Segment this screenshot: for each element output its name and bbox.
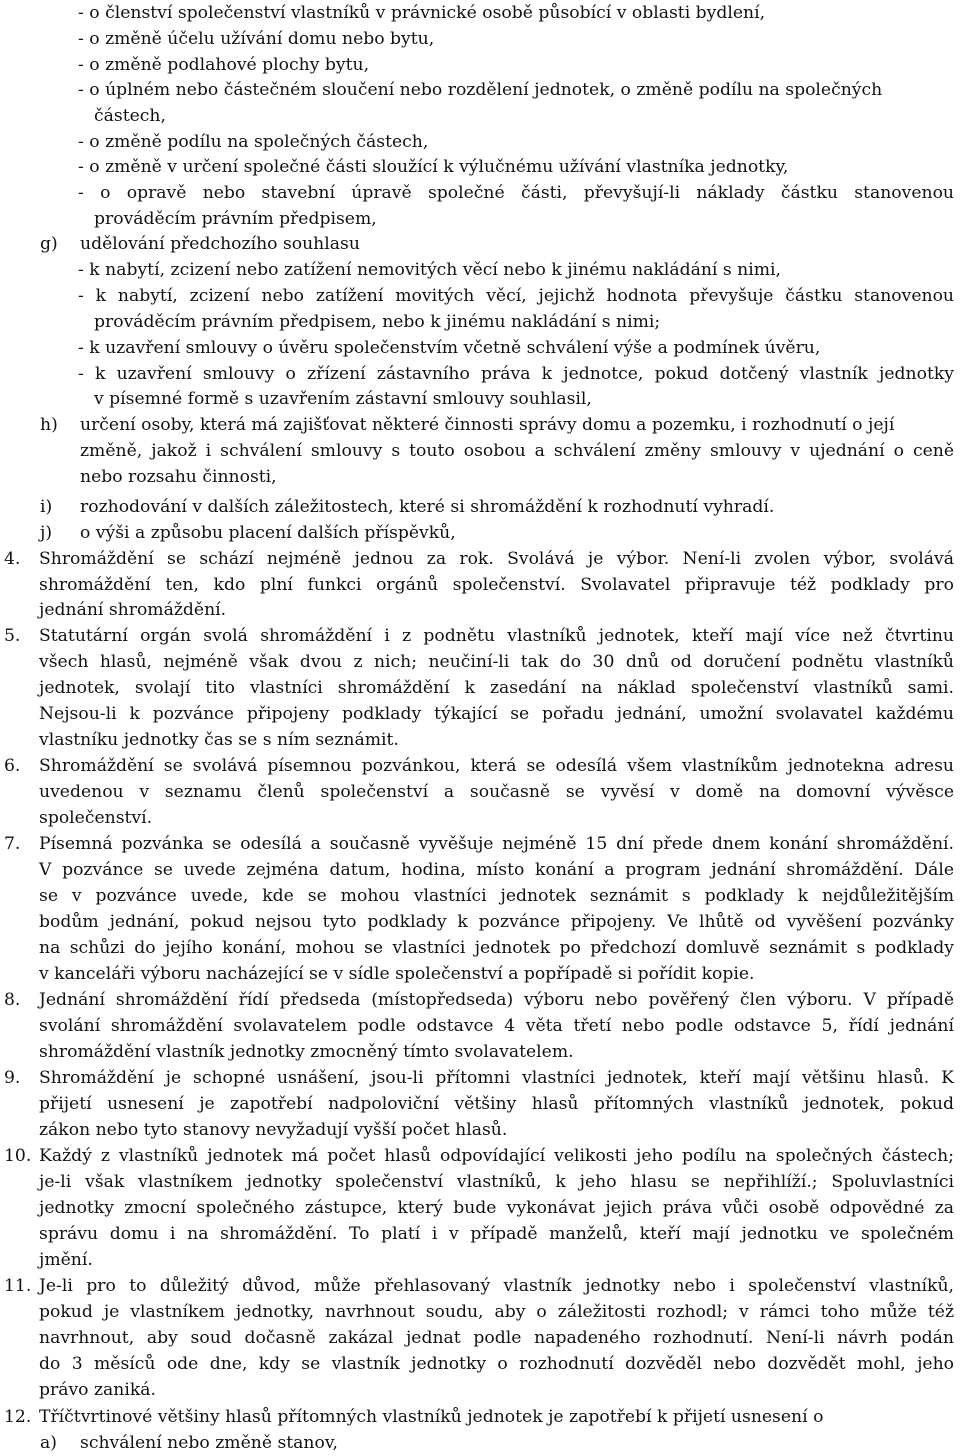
paragraph-line: správu domu i na shromáždění. To platí i v případě manželů, kteří mají jednotku ve společném bbox=[39, 1224, 954, 1244]
paragraph-line: V pozvánce se uvede zejména datum, hodina, místo konání a program jednání shromáždění. Dále bbox=[39, 860, 954, 880]
paragraph-7 bbox=[4, 831, 954, 857]
paragraph-line: bodům jednání, pokud nejsou tyto podklady k pozvánce připojeny. Ve lhůtě od vyvěšení pozvánky bbox=[39, 912, 954, 932]
paragraph-line bbox=[39, 727, 954, 753]
list-item-continuation bbox=[80, 464, 954, 490]
list-item-continuation bbox=[94, 309, 954, 335]
line-text: udělování předchozího souhlasu bbox=[80, 234, 360, 254]
line-text: společenství. bbox=[39, 808, 153, 828]
paragraph-number: 5. bbox=[4, 626, 21, 646]
line-text: v kanceláři výboru nacházející se v sídle společenství a popřípadě si pořídit kopie. bbox=[39, 964, 755, 984]
line-text: - k nabytí, zcizení nebo zatížení nemovitých věcí nebo k jinému nakládání s nimi, bbox=[78, 260, 781, 280]
list-item: - k nabytí, zcizení nebo zatížení movitých věcí, jejichž hodnota převyšuje částku stanovenou bbox=[78, 286, 954, 306]
paragraph-number: 9. bbox=[4, 1068, 21, 1088]
paragraph-line: pokud je vlastníkem jednotky, navrhnout soudu, aby o záležitosti rozhodl; v rámci toho může též bbox=[39, 1302, 954, 1322]
line-text: - o úplném nebo částečném sloučení nebo rozdělení jednotek, o změně podílu na společných bbox=[78, 80, 883, 100]
paragraph-line: je-li však vlastníkem jednotky společenství vlastníků, k jeho hlasu se nepřihlíží.; Spoluvlastníci bbox=[39, 1172, 954, 1192]
line-text: - k uzavření smlouvy o úvěru společenstvím včetně schválení výše a podmínek úvěru, bbox=[78, 338, 821, 358]
item-label: a) bbox=[40, 1433, 57, 1453]
paragraph-line: jednotek, svolají tito vlastníci shromáždění k zasedání na náklad společenství vlastníků sami. bbox=[39, 678, 954, 698]
line-text: částech, bbox=[94, 106, 166, 126]
line-text: vlastníku jednotky čas se s ním seznámit. bbox=[39, 730, 399, 750]
paragraph-number: 10. bbox=[4, 1146, 32, 1166]
paragraph-number: 4. bbox=[4, 549, 21, 569]
paragraph-8 bbox=[4, 987, 954, 1013]
line-text: prováděcím právním předpisem, bbox=[94, 209, 377, 229]
line-text: jmění. bbox=[39, 1250, 93, 1270]
paragraph-12 bbox=[4, 1404, 954, 1430]
line-text: zákon nebo tyto stanovy nevyžadují vyšší počet hlasů. bbox=[39, 1120, 508, 1140]
paragraph-11 bbox=[4, 1273, 954, 1299]
line-text: Shromáždění je schopné usnášení, jsou-li přítomni vlastníci jednotek, kteří mají většinu hlasů. K bbox=[39, 1068, 954, 1088]
line-text: rozhodování v dalších záležitostech, které si shromáždění k rozhodnutí vyhradí. bbox=[80, 497, 775, 517]
paragraph-line: uvedenou v seznamu členů společenství a současně se vyvěsí v domě na domovní vývěsce bbox=[39, 782, 954, 802]
line-text: - o změně v určení společné části sloužící k výlučnému užívání vlastníka jednotky, bbox=[78, 157, 789, 177]
list-item-continuation: změně, jakož i schválení smlouvy s touto osobou a schválení změny smlouvy v ujednání o ceně bbox=[80, 441, 954, 461]
list-item-continuation bbox=[94, 206, 954, 232]
paragraph-line bbox=[39, 1377, 954, 1403]
paragraph-line: navrhnout, aby soud dočasně zakázal jednat podle napadeného rozhodnutí. Není-li návrh podán bbox=[39, 1328, 954, 1348]
paragraph-number: 11. bbox=[4, 1276, 32, 1296]
paragraph-line bbox=[39, 805, 954, 831]
list-item bbox=[78, 0, 954, 26]
list-item-continuation bbox=[94, 103, 954, 129]
line-text: prováděcím právním předpisem, nebo k jinému nakládání s nimi; bbox=[94, 312, 661, 332]
paragraph-10 bbox=[4, 1143, 954, 1169]
paragraph-line: na schůzi do jejího konání, mohou se vlastníci jednotek po předchozí domluvě seznámit s podklady bbox=[39, 938, 954, 958]
item-label: h) bbox=[40, 415, 58, 435]
paragraph-line bbox=[39, 961, 954, 987]
list-item bbox=[78, 26, 954, 52]
list-item-continuation bbox=[94, 386, 954, 412]
paragraph-line: Nejsou-li k pozvánce připojeny podklady týkající se pořadu jednání, umožní svolavatel každému bbox=[39, 704, 954, 724]
paragraph-line bbox=[39, 1039, 954, 1065]
line-text: Je-li pro to důležitý důvod, může přehlasovaný vlastník jednotky nebo i společenství vlastníků, bbox=[39, 1276, 954, 1296]
paragraph-line bbox=[39, 1117, 954, 1143]
list-item bbox=[78, 154, 954, 180]
line-text: - o změně účelu užívání domu nebo bytu, bbox=[78, 29, 435, 49]
line-text: jednání shromáždění. bbox=[39, 600, 227, 620]
line-text: Tříčtvrtinové většiny hlasů přítomných vlastníků jednotek je zapotřebí k přijetí usnesení o bbox=[39, 1407, 824, 1427]
list-item bbox=[78, 52, 954, 78]
list-item-letter bbox=[40, 1430, 954, 1456]
list-item: - o opravě nebo stavební úpravě společné části, převyšují-li náklady částku stanovenou bbox=[78, 183, 954, 203]
line-text: Jednání shromáždění řídí předseda (místopředseda) výboru nebo pověřený člen výboru. V případě bbox=[39, 990, 954, 1010]
item-label: j) bbox=[40, 523, 53, 543]
list-item-letter bbox=[40, 520, 954, 546]
paragraph-number: 7. bbox=[4, 834, 21, 854]
line-text: - o změně podílu na společných částech, bbox=[78, 132, 429, 152]
line-text: určení osoby, která má zajišťovat některé činnosti správy domu a pozemku, i rozhodnutí o její bbox=[80, 415, 895, 435]
list-item bbox=[78, 77, 954, 103]
line-text: Statutární orgán svolá shromáždění i z podnětu vlastníků jednotek, kteří mají více než čtvrtinu bbox=[39, 626, 954, 646]
list-item bbox=[78, 257, 954, 283]
paragraph-line: se v pozvánce uvede, kde se mohou vlastníci jednotek seznámit s podklady k nejdůležitějším bbox=[39, 886, 954, 906]
paragraph-line: shromáždění ten, kdo plní funkci orgánů společenství. Svolavatel připravuje též podklady pro bbox=[39, 575, 954, 595]
line-text: v písemné formě s uzavřením zástavní smlouvy souhlasil, bbox=[94, 389, 592, 409]
paragraph-4 bbox=[4, 546, 954, 572]
list-item-letter bbox=[40, 412, 954, 438]
paragraph-line: svolání shromáždění svolavatelem podle odstavce 4 věta třetí nebo podle odstavce 5, řídí jednání bbox=[39, 1016, 954, 1036]
line-text: Shromáždění se schází nejméně jednou za rok. Svolává je výbor. Není-li zvolen výbor, svolává bbox=[39, 549, 954, 569]
paragraph-line: přijetí usnesení je zapotřebí nadpoloviční většiny hlasů přítomných vlastníků jednotek, pokud bbox=[39, 1094, 954, 1114]
list-item: - k uzavření smlouvy o zřízení zástavního práva k jednotce, pokud dotčený vlastník jednotky bbox=[78, 364, 954, 384]
paragraph-line: do 3 měsíců ode dne, kdy se vlastník jednotky o rozhodnutí dozvěděl nebo dozvědět mohl, jeho bbox=[39, 1354, 954, 1374]
paragraph-6 bbox=[4, 753, 954, 779]
paragraph-line: jednotky zmocní společného zástupce, který bude vykonávat jejich práva vůči osobě odpovědné za bbox=[39, 1198, 954, 1218]
paragraph-number: 8. bbox=[4, 990, 21, 1010]
line-text: nebo rozsahu činnosti, bbox=[80, 467, 277, 487]
line-text: schválení nebo změně stanov, bbox=[80, 1433, 338, 1453]
line-text: právo zaniká. bbox=[39, 1380, 156, 1400]
item-label: i) bbox=[40, 497, 53, 517]
paragraph-line bbox=[39, 597, 954, 623]
paragraph-9 bbox=[4, 1065, 954, 1091]
list-item bbox=[78, 129, 954, 155]
paragraph-5 bbox=[4, 623, 954, 649]
list-item bbox=[78, 335, 954, 361]
paragraph-number: 6. bbox=[4, 756, 21, 776]
list-item-letter bbox=[40, 494, 954, 520]
list-item-letter bbox=[40, 231, 954, 257]
paragraph-line: všech hlasů, nejméně však dvou z nich; neučiní-li tak do 30 dnů od doručení podnětu vlastníků bbox=[39, 652, 954, 672]
line-text: - o změně podlahové plochy bytu, bbox=[78, 55, 370, 75]
line-text: Písemná pozvánka se odesílá a současně vyvěšuje nejméně 15 dní přede dnem konání shromáždění. bbox=[39, 834, 954, 854]
paragraph-number: 12. bbox=[4, 1407, 32, 1427]
line-text: - o členství společenství vlastníků v právnické osobě působící v oblasti bydlení, bbox=[78, 3, 766, 23]
item-label: g) bbox=[40, 234, 58, 254]
line-text: o výši a způsobu placení dalších příspěvků, bbox=[80, 523, 456, 543]
line-text: Shromáždění se svolává písemnou pozvánkou, která se odesílá všem vlastníkům jednotekna adresu bbox=[39, 756, 954, 776]
line-text: shromáždění vlastník jednotky zmocněný tímto svolavatelem. bbox=[39, 1042, 574, 1062]
line-text: Každý z vlastníků jednotek má počet hlasů odpovídající velikosti jeho podílu na společných částech; bbox=[39, 1146, 954, 1166]
paragraph-line bbox=[39, 1247, 954, 1273]
